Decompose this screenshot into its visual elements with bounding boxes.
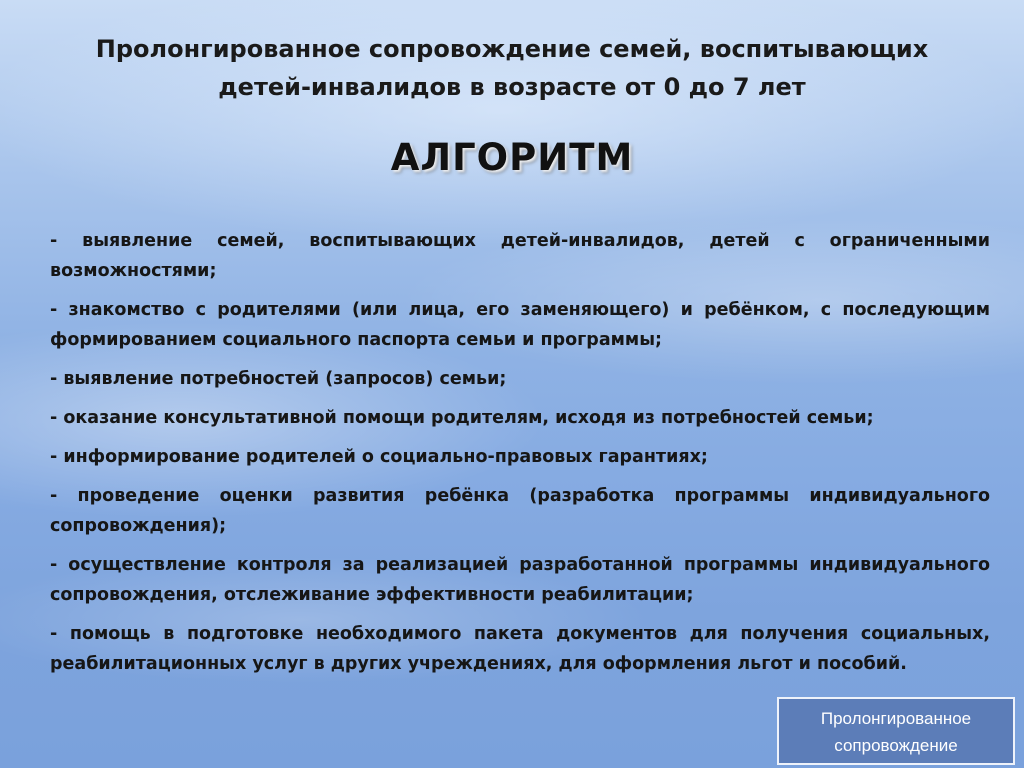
list-item: - выявление семей, воспитывающих детей-инвалидов, детей с ограниченными возможностями;: [50, 231, 990, 281]
list-item: - выявление потребностей (запросов) семьи;: [50, 369, 507, 389]
list-item: - помощь в подготовке необходимого пакета документов для получения социальных, реабилитационных услуг в других учреждениях, для оформления льгот и пособий.: [50, 624, 990, 674]
list-item: - осуществление контроля за реализацией разработанной программы индивидуального сопровождения, отслеживание эффективности реабилитации;: [50, 555, 990, 605]
section-badge-line-1: Пролонгированное: [820, 709, 972, 728]
algorithm-list: [50, 226, 990, 688]
list-item: - оказание консультативной помощи родителям, исходя из потребностей семьи;: [50, 408, 874, 428]
section-badge-line-2: сопровождение: [834, 736, 958, 755]
list-item: - информирование родителей о социально-правовых гарантиях;: [50, 447, 708, 467]
slide-title: [30, 30, 994, 106]
slide-title-line-2: детей-инвалидов в возрасте от 0 до 7 лет: [218, 73, 806, 101]
section-badge[interactable]: [777, 697, 1015, 765]
list-item: - знакомство с родителями (или лица, его заменяющего) и ребёнком, с последующим формированием социального паспорта семьи и программы;: [50, 300, 990, 350]
slide-title-line-1: Пролонгированное сопровождение семей, воспитывающих: [95, 35, 929, 63]
list-item: - проведение оценки развития ребёнка (разработка программы индивидуального сопровождения);: [50, 486, 990, 536]
algorithm-heading: АЛГОРИТМ: [390, 136, 634, 179]
